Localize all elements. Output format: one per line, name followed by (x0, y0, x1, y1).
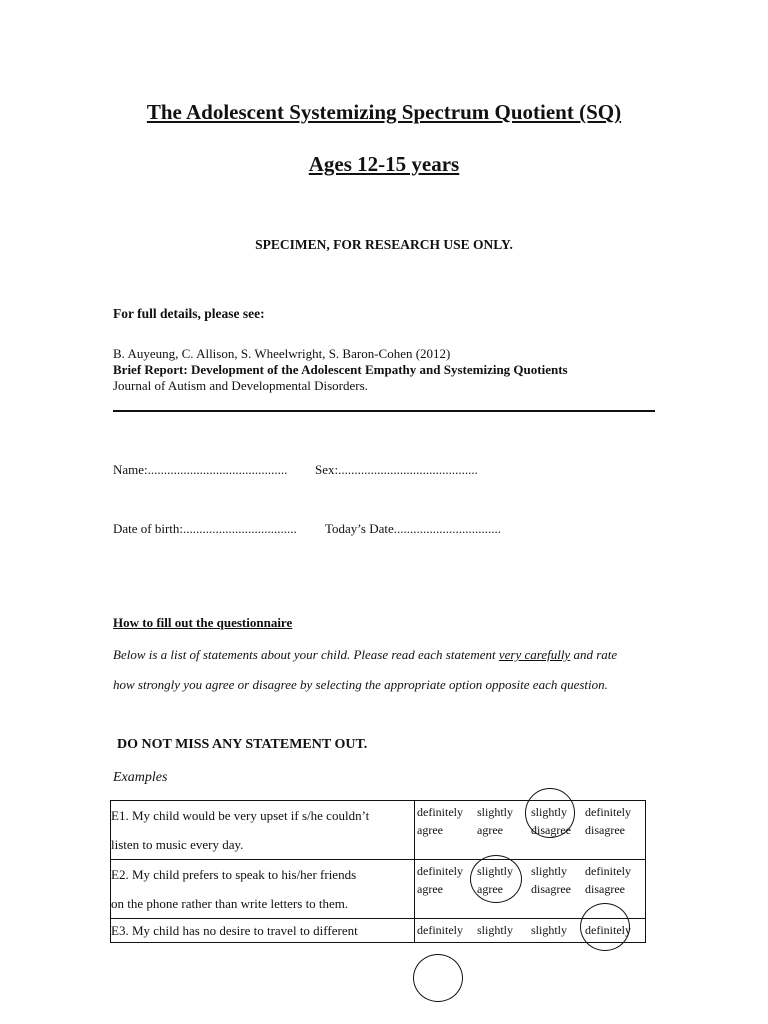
divider (113, 410, 655, 412)
statement-text: E3. My child has no desire to travel to different (111, 923, 358, 938)
option-slightly[interactable] (531, 921, 567, 939)
option-label: slightly (477, 923, 514, 937)
table-row (111, 860, 646, 919)
statement-text: E1. My child would be very upset if s/he couldn’t (111, 808, 370, 823)
examples-label: Examples (113, 770, 168, 785)
option-definitely-disagree[interactable] (585, 803, 631, 839)
instructions-emphasis: very carefully (498, 647, 571, 662)
sex-field[interactable]: Sex:........................................... (315, 462, 478, 477)
examples-table (110, 800, 646, 943)
specimen-notice: SPECIMEN, FOR RESEARCH USE ONLY. (255, 237, 513, 252)
selection-circle (413, 954, 463, 1002)
option-label: slightly (477, 864, 514, 878)
option-label: definitely (417, 805, 463, 819)
option-label: definitely (417, 864, 463, 878)
statement-text: E2. My child prefers to speak to his/her friends (111, 867, 357, 882)
option-label: disagree (585, 823, 625, 837)
option-label: agree (477, 882, 503, 896)
reference-journal: Journal of Autism and Developmental Disorders. (113, 378, 368, 393)
option-label: slightly (531, 864, 568, 878)
options-cell (415, 801, 646, 860)
statement-text: listen to music every day. (111, 837, 244, 852)
option-label: slightly (477, 805, 514, 819)
reference-intro: For full details, please see: (113, 306, 265, 321)
option-label: disagree (531, 823, 571, 837)
option-definitely[interactable] (417, 921, 463, 939)
option-label: definitely (585, 805, 631, 819)
name-field[interactable]: Name:........................................... (113, 462, 288, 477)
table-row (111, 801, 646, 860)
option-label: definitely (417, 923, 463, 937)
table-row (111, 919, 646, 943)
instructions-text: and rate (570, 647, 618, 662)
option-definitely-agree[interactable] (417, 803, 463, 839)
reference-title: Brief Report: Development of the Adolescent Empathy and Systemizing Quotients (113, 362, 568, 377)
reference-authors: B. Auyeung, C. Allison, S. Wheelwright, S. Baron-Cohen (2012) (113, 346, 451, 361)
option-label: definitely (585, 864, 631, 878)
option-definitely-agree[interactable] (417, 862, 463, 898)
selection-circle (525, 788, 575, 838)
page-title: The Adolescent Systemizing Spectrum Quotient (SQ) (146, 100, 622, 124)
todays-date-field[interactable]: Today’s Date................................. (325, 521, 502, 536)
statement-cell (111, 860, 415, 919)
instructions-line-2: how strongly you agree or disagree by selecting the appropriate option opposite each question. (113, 677, 608, 692)
warning-text: DO NOT MISS ANY STATEMENT OUT. (117, 737, 368, 752)
statement-cell (111, 801, 415, 860)
statement-text: on the phone rather than write letters to them. (111, 896, 349, 911)
option-label: agree (417, 882, 443, 896)
option-label: agree (417, 823, 443, 837)
age-range: Ages 12-15 years (308, 152, 460, 176)
option-slightly-disagree[interactable] (531, 862, 571, 898)
option-slightly-agree[interactable] (477, 803, 513, 839)
instructions-heading: How to fill out the questionnaire (113, 615, 293, 630)
selection-circle (470, 855, 522, 903)
instructions-line-1 (113, 647, 617, 663)
option-label: slightly (531, 923, 568, 937)
option-definitely-disagree[interactable] (585, 862, 631, 898)
date-of-birth-field[interactable]: Date of birth:................................... (113, 521, 297, 536)
options-cell (415, 919, 646, 943)
option-slightly[interactable] (477, 921, 513, 939)
option-label: slightly (531, 805, 568, 819)
option-label: definitely (585, 923, 631, 937)
selection-circle (580, 903, 630, 951)
option-label: disagree (531, 882, 571, 896)
option-label: disagree (585, 882, 625, 896)
statement-cell (111, 919, 415, 943)
instructions-text: Below is a list of statements about your child. Please read each statement (113, 647, 499, 662)
option-label: agree (477, 823, 503, 837)
